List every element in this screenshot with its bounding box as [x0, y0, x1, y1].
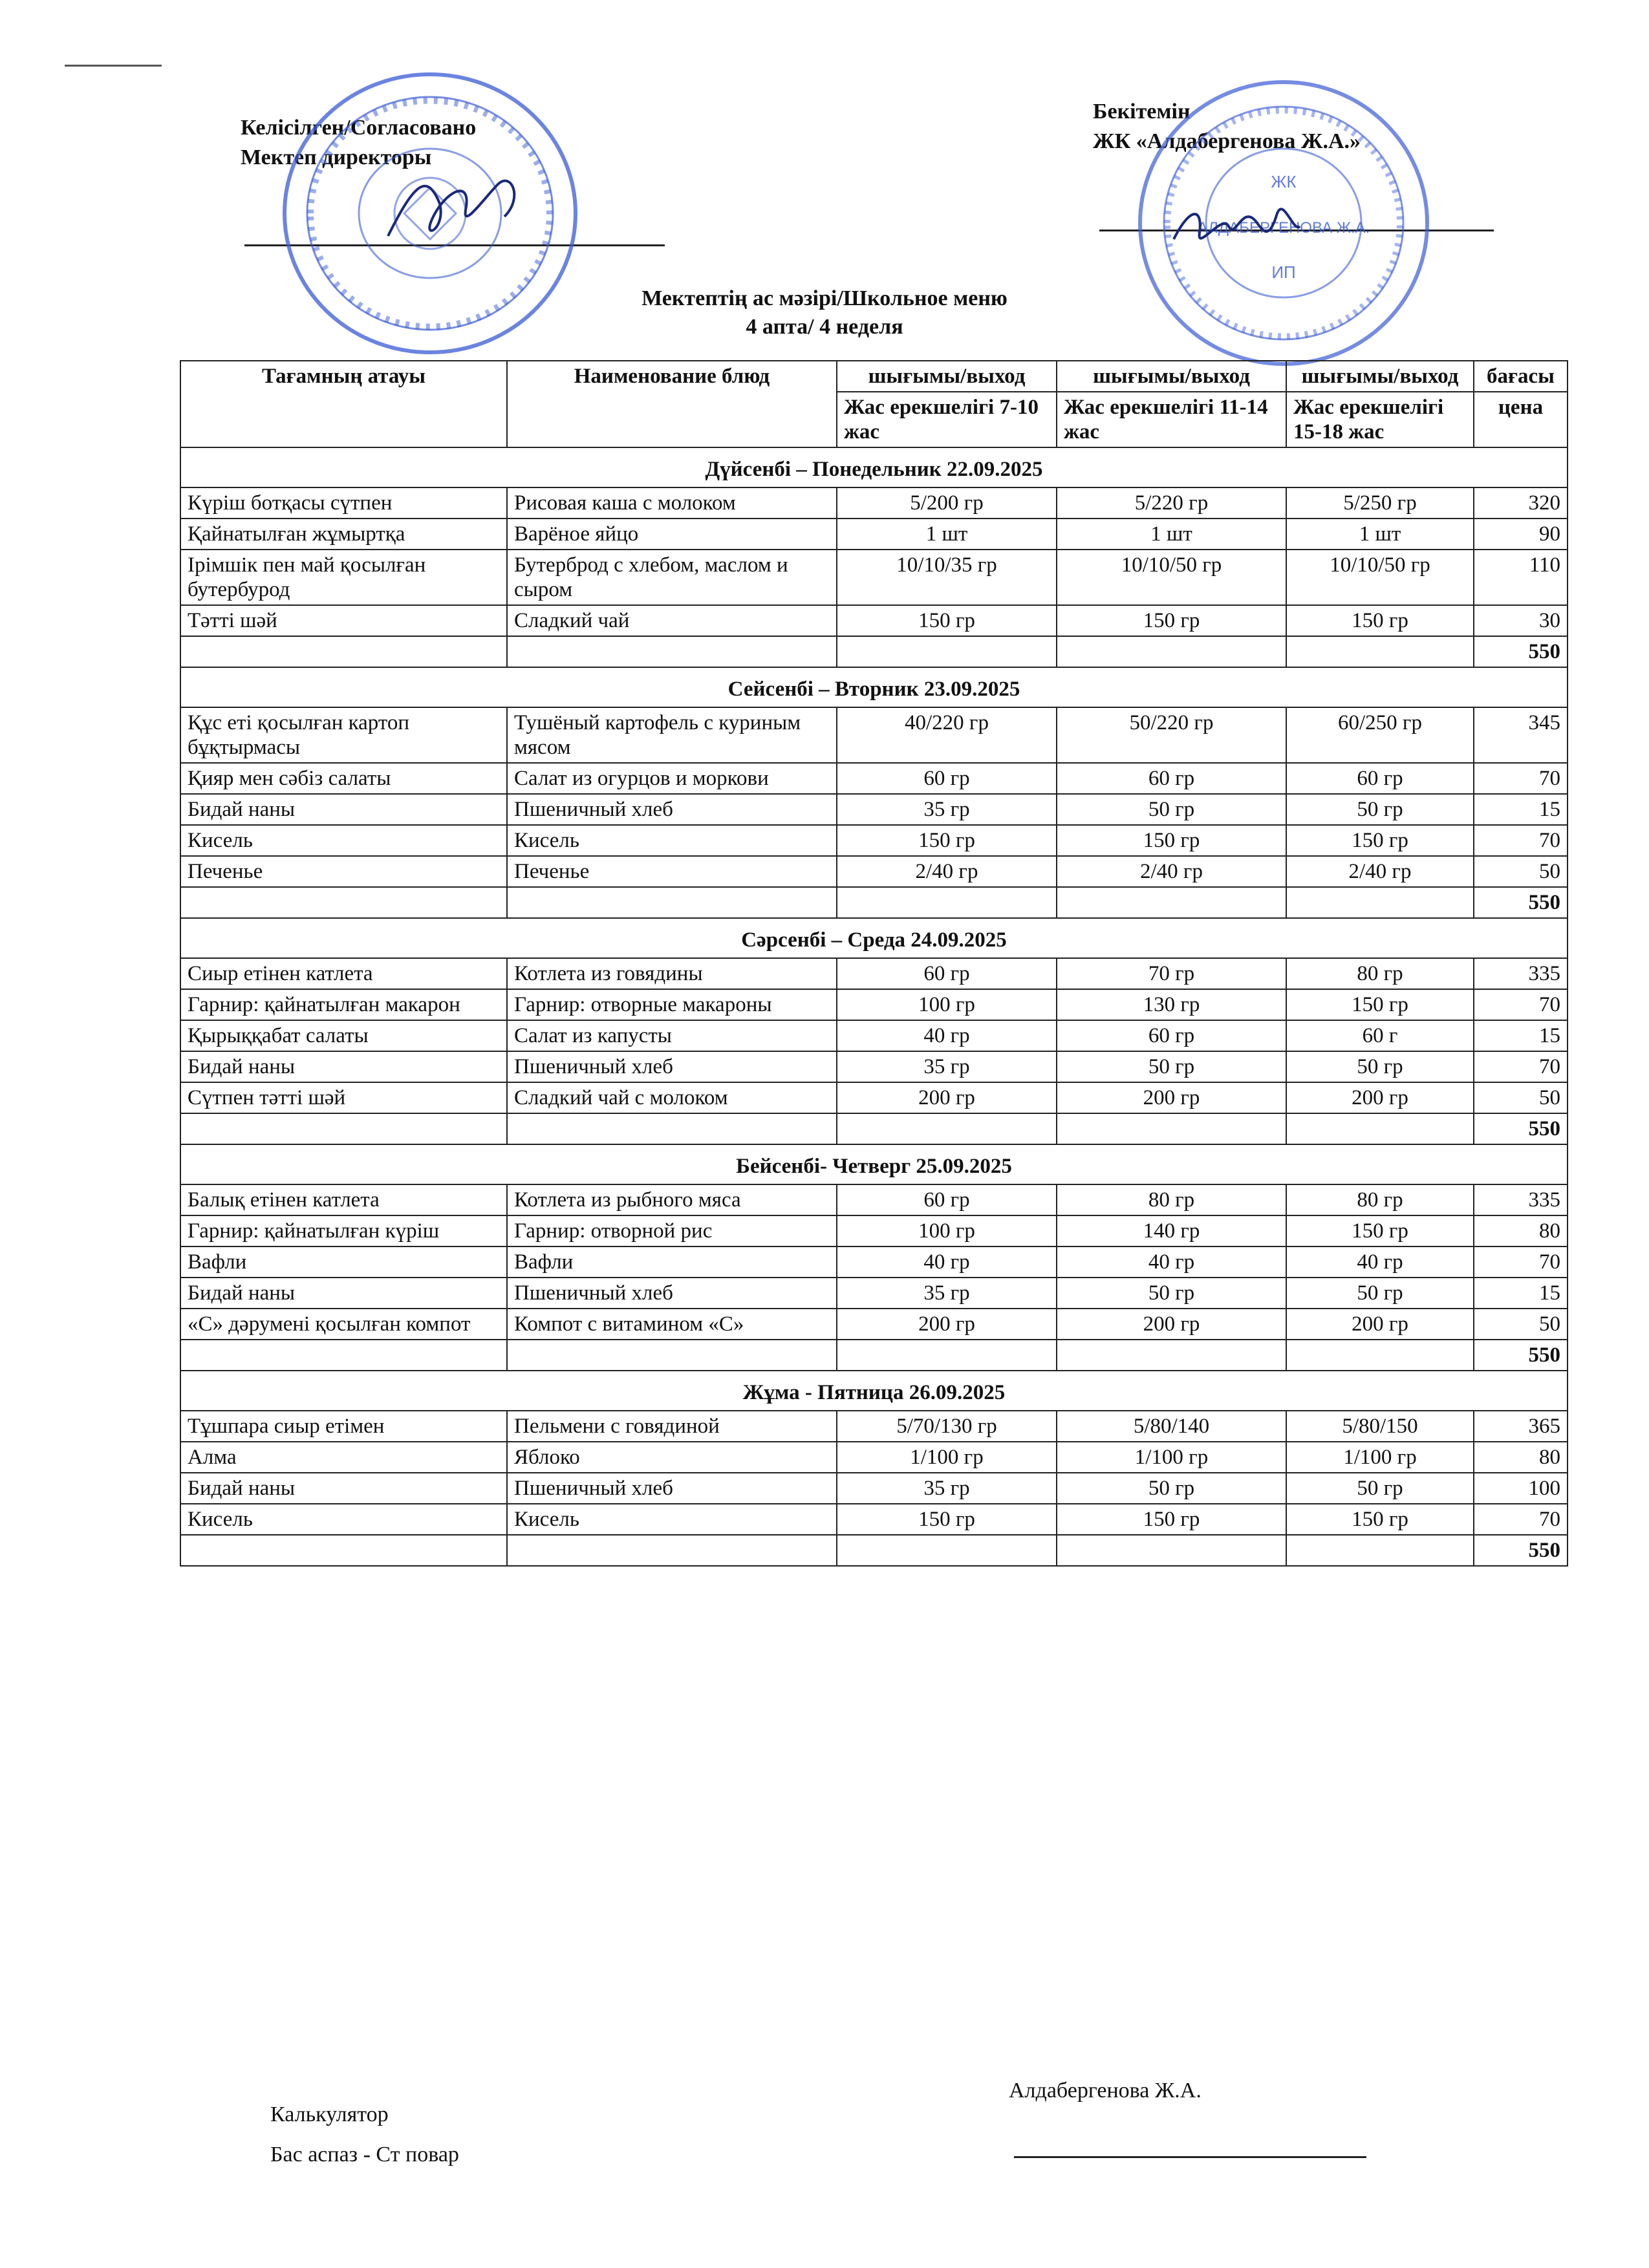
dish-price: 15 — [1474, 1020, 1568, 1051]
dish-name-ru: Сладкий чай с молоком — [507, 1082, 837, 1113]
approval-right-title: Бекітемін — [1093, 100, 1191, 123]
output-7-10: 150 гр — [837, 605, 1057, 636]
day-title: Сәрсенбі – Среда 24.09.2025 — [180, 918, 1568, 958]
dish-row — [180, 519, 1568, 550]
dish-row — [180, 1473, 1568, 1504]
output-11-14: 140 гр — [1057, 1215, 1286, 1246]
dish-name-kk: Қырыққабат салаты — [180, 1020, 507, 1051]
dish-row — [180, 1246, 1568, 1278]
output-11-14: 200 гр — [1057, 1082, 1286, 1113]
output-11-14: 150 гр — [1057, 1504, 1286, 1535]
dish-price: 70 — [1474, 763, 1568, 794]
footer-left — [270, 2095, 459, 2175]
output-11-14: 150 гр — [1057, 605, 1286, 636]
output-15-18: 50 гр — [1286, 1473, 1474, 1504]
output-15-18: 80 гр — [1286, 958, 1474, 989]
dish-name-ru: Гарнир: отворные макароны — [507, 989, 837, 1020]
dish-price: 100 — [1474, 1473, 1568, 1504]
output-11-14: 1/100 гр — [1057, 1442, 1286, 1473]
dish-name-kk: Бидай наны — [180, 1278, 507, 1309]
empty-cell — [180, 1340, 507, 1371]
col-kk-name: Тағамның атауы — [180, 361, 507, 447]
dish-name-ru: Кисель — [507, 825, 837, 856]
dish-name-ru: Печенье — [507, 856, 837, 887]
dish-price: 80 — [1474, 1215, 1568, 1246]
approval-left-title: Келісілген/Согласовано — [241, 116, 477, 140]
output-7-10: 10/10/35 гр — [837, 550, 1057, 605]
dish-row — [180, 1504, 1568, 1535]
output-11-14: 70 гр — [1057, 958, 1286, 989]
director-signature — [375, 158, 537, 255]
output-7-10: 5/200 гр — [837, 487, 1057, 519]
output-7-10: 100 гр — [837, 989, 1057, 1020]
day-row — [180, 1371, 1568, 1411]
dish-name-ru: Салат из огурцов и моркови — [507, 763, 837, 794]
menu-title-main: Мектептің ас мәзірі/Школьное меню — [641, 286, 1008, 310]
dish-name-ru: Пшеничный хлеб — [507, 794, 837, 825]
dish-name-ru: Котлета из говядины — [507, 958, 837, 989]
dish-name-kk: Құс еті қосылған картоп бұқтырмасы — [180, 707, 507, 763]
day-row — [180, 447, 1568, 487]
output-15-18: 150 гр — [1286, 825, 1474, 856]
output-11-14: 60 гр — [1057, 763, 1286, 794]
dish-row — [180, 1215, 1568, 1246]
dish-price: 320 — [1474, 487, 1568, 519]
dish-row — [180, 763, 1568, 794]
output-7-10: 200 гр — [837, 1082, 1057, 1113]
output-7-10: 35 гр — [837, 1051, 1057, 1082]
day-title: Дүйсенбі – Понедельник 22.09.2025 — [180, 447, 1568, 487]
footer-chef: Бас аспаз - Ст повар — [270, 2143, 459, 2166]
dish-name-ru: Салат из капусты — [507, 1020, 837, 1051]
output-11-14: 2/40 гр — [1057, 856, 1286, 887]
output-7-10: 60 гр — [837, 763, 1057, 794]
output-11-14: 50 гр — [1057, 1278, 1286, 1309]
dish-price: 70 — [1474, 1246, 1568, 1278]
output-11-14: 40 гр — [1057, 1246, 1286, 1278]
output-15-18: 1 шт — [1286, 519, 1474, 550]
dish-price: 70 — [1474, 1051, 1568, 1082]
output-11-14: 150 гр — [1057, 825, 1286, 856]
dish-name-kk: Ірімшік пен май қосылған бутербурод — [180, 550, 507, 605]
header-row — [180, 361, 1568, 392]
output-15-18: 150 гр — [1286, 605, 1474, 636]
output-7-10: 40 гр — [837, 1246, 1057, 1278]
dish-name-ru: Котлета из рыбного мяса — [507, 1184, 837, 1215]
empty-cell — [507, 1113, 837, 1144]
dish-row — [180, 1442, 1568, 1473]
output-15-18: 150 гр — [1286, 989, 1474, 1020]
output-7-10: 35 гр — [837, 1473, 1057, 1504]
col-price-kk: бағасы — [1474, 361, 1568, 392]
col-output-3: шығымы/выход — [1286, 361, 1474, 392]
output-11-14: 1 шт — [1057, 519, 1286, 550]
output-7-10: 40 гр — [837, 1020, 1057, 1051]
output-7-10: 150 гр — [837, 825, 1057, 856]
output-7-10: 100 гр — [837, 1215, 1057, 1246]
empty-cell — [837, 1535, 1057, 1566]
output-15-18: 60 гр — [1286, 763, 1474, 794]
empty-cell — [1286, 1535, 1474, 1566]
dish-name-ru: Тушёный картофель с куриным мясом — [507, 707, 837, 763]
menu-title-week: 4 апта/ 4 неделя — [746, 315, 903, 339]
footer-signature-line — [1014, 2156, 1366, 2158]
output-15-18: 150 гр — [1286, 1504, 1474, 1535]
output-7-10: 150 гр — [837, 1504, 1057, 1535]
output-15-18: 40 гр — [1286, 1246, 1474, 1278]
col-age-15-18: Жас ерекшелігі 15-18 жас — [1286, 392, 1474, 447]
output-15-18: 80 гр — [1286, 1184, 1474, 1215]
day-row — [180, 1144, 1568, 1184]
output-15-18: 200 гр — [1286, 1082, 1474, 1113]
empty-cell — [180, 1535, 507, 1566]
dish-name-ru: Гарнир: отворной рис — [507, 1215, 837, 1246]
day-title: Сейсенбі – Вторник 23.09.2025 — [180, 667, 1568, 707]
dish-name-ru: Пшеничный хлеб — [507, 1278, 837, 1309]
output-11-14: 200 гр — [1057, 1309, 1286, 1340]
stamp-inner-mid: АЛДАБЕРГЕНОВА Ж.А. — [1197, 219, 1370, 237]
output-11-14: 50 гр — [1057, 1051, 1286, 1082]
dish-name-ru: Кисель — [507, 1504, 837, 1535]
empty-cell — [507, 636, 837, 667]
dish-row — [180, 487, 1568, 519]
output-7-10: 1/100 гр — [837, 1442, 1057, 1473]
top-scan-line — [65, 65, 162, 67]
output-7-10: 60 гр — [837, 958, 1057, 989]
output-15-18: 50 гр — [1286, 1051, 1474, 1082]
footer-calculator: Калькулятор — [270, 2102, 389, 2126]
dish-price: 70 — [1474, 989, 1568, 1020]
dish-price: 70 — [1474, 825, 1568, 856]
day-total: 550 — [1474, 636, 1568, 667]
output-11-14: 50/220 гр — [1057, 707, 1286, 763]
dish-name-kk: Гарнир: қайнатылған күріш — [180, 1215, 507, 1246]
output-7-10: 35 гр — [837, 794, 1057, 825]
dish-price: 345 — [1474, 707, 1568, 763]
dish-row — [180, 1309, 1568, 1340]
day-row — [180, 667, 1568, 707]
dish-name-kk: Алма — [180, 1442, 507, 1473]
total-row — [180, 887, 1568, 918]
empty-cell — [1057, 636, 1286, 667]
col-ru-name: Наименование блюд — [507, 361, 837, 447]
empty-cell — [1286, 636, 1474, 667]
dish-row — [180, 989, 1568, 1020]
dish-price: 335 — [1474, 958, 1568, 989]
output-7-10: 5/70/130 гр — [837, 1411, 1057, 1442]
dish-name-kk: «С» дәрумені қосылған компот — [180, 1309, 507, 1340]
dish-row — [180, 1278, 1568, 1309]
dish-row — [180, 856, 1568, 887]
total-row — [180, 1340, 1568, 1371]
dish-name-ru: Вафли — [507, 1246, 837, 1278]
day-total: 550 — [1474, 887, 1568, 918]
output-15-18: 60/250 гр — [1286, 707, 1474, 763]
dish-row — [180, 1184, 1568, 1215]
dish-row — [180, 1411, 1568, 1442]
dish-row — [180, 550, 1568, 605]
col-age-7-10: Жас ерекшелігі 7-10 жас — [837, 392, 1057, 447]
output-11-14: 60 гр — [1057, 1020, 1286, 1051]
dish-name-ru: Компот с витамином «С» — [507, 1309, 837, 1340]
dish-row — [180, 1082, 1568, 1113]
output-15-18: 60 г — [1286, 1020, 1474, 1051]
approval-left-role: Мектеп директоры — [241, 145, 432, 169]
dish-name-ru: Пшеничный хлеб — [507, 1473, 837, 1504]
day-total: 550 — [1474, 1340, 1568, 1371]
dish-name-kk: Тәтті шәй — [180, 605, 507, 636]
dish-name-kk: Бидай наны — [180, 1473, 507, 1504]
empty-cell — [837, 1340, 1057, 1371]
output-7-10: 40/220 гр — [837, 707, 1057, 763]
dish-name-ru: Яблоко — [507, 1442, 837, 1473]
dish-name-ru: Бутерброд с хлебом, маслом и сыром — [507, 550, 837, 605]
col-price-ru: цена — [1474, 392, 1568, 447]
dish-row — [180, 1051, 1568, 1082]
dish-price: 110 — [1474, 550, 1568, 605]
dish-name-kk: Қияр мен сәбіз салаты — [180, 763, 507, 794]
dish-name-ru: Рисовая каша с молоком — [507, 487, 837, 519]
output-15-18: 200 гр — [1286, 1309, 1474, 1340]
output-11-14: 10/10/50 гр — [1057, 550, 1286, 605]
menu-table — [180, 360, 1568, 1567]
output-11-14: 80 гр — [1057, 1184, 1286, 1215]
day-title: Жұма - Пятница 26.09.2025 — [180, 1371, 1568, 1411]
dish-name-kk: Сиыр етінен катлета — [180, 958, 507, 989]
empty-cell — [180, 887, 507, 918]
output-15-18: 150 гр — [1286, 1215, 1474, 1246]
total-row — [180, 636, 1568, 667]
dish-name-kk: Вафли — [180, 1246, 507, 1278]
empty-cell — [1057, 887, 1286, 918]
col-age-11-14: Жас ерекшелігі 11-14 жас — [1057, 392, 1286, 447]
dish-name-kk: Тұшпара сиыр етімен — [180, 1411, 507, 1442]
total-row — [180, 1535, 1568, 1566]
output-15-18: 10/10/50 гр — [1286, 550, 1474, 605]
dish-price: 90 — [1474, 519, 1568, 550]
day-row — [180, 918, 1568, 958]
entrepreneur-signature — [1164, 187, 1306, 265]
empty-cell — [507, 887, 837, 918]
output-7-10: 1 шт — [837, 519, 1057, 550]
dish-row — [180, 1020, 1568, 1051]
day-title: Бейсенбі- Четверг 25.09.2025 — [180, 1144, 1568, 1184]
dish-price: 365 — [1474, 1411, 1568, 1442]
dish-row — [180, 825, 1568, 856]
menu-body — [180, 447, 1568, 1566]
footer-signatory: Алдабергенова Ж.А. — [1009, 2079, 1202, 2102]
empty-cell — [837, 887, 1057, 918]
dish-name-ru: Пшеничный хлеб — [507, 1051, 837, 1082]
dish-name-kk: Балық етінен катлета — [180, 1184, 507, 1215]
empty-cell — [180, 636, 507, 667]
output-7-10: 35 гр — [837, 1278, 1057, 1309]
dish-name-kk: Бидай наны — [180, 1051, 507, 1082]
menu-title — [0, 284, 1649, 341]
dish-price: 50 — [1474, 1309, 1568, 1340]
approval-right-entity: ЖК «Алдабергенова Ж.А.» — [1093, 129, 1361, 153]
empty-cell — [507, 1340, 837, 1371]
output-7-10: 200 гр — [837, 1309, 1057, 1340]
col-output-1: шығымы/выход — [837, 361, 1057, 392]
empty-cell — [1057, 1340, 1286, 1371]
dish-name-kk: Сүтпен тәтті шәй — [180, 1082, 507, 1113]
empty-cell — [837, 636, 1057, 667]
output-11-14: 50 гр — [1057, 1473, 1286, 1504]
dish-row — [180, 605, 1568, 636]
dish-name-kk: Күріш ботқасы сүтпен — [180, 487, 507, 519]
output-11-14: 5/80/140 — [1057, 1411, 1286, 1442]
output-11-14: 5/220 гр — [1057, 487, 1286, 519]
output-15-18: 5/80/150 — [1286, 1411, 1474, 1442]
dish-name-kk: Қайнатылған жұмыртқа — [180, 519, 507, 550]
empty-cell — [1286, 887, 1474, 918]
col-output-2: шығымы/выход — [1057, 361, 1286, 392]
total-row — [180, 1113, 1568, 1144]
output-15-18: 1/100 гр — [1286, 1442, 1474, 1473]
output-15-18: 5/250 гр — [1286, 487, 1474, 519]
output-11-14: 130 гр — [1057, 989, 1286, 1020]
dish-name-kk: Бидай наны — [180, 794, 507, 825]
stamp-inner-bottom: ИП — [1271, 262, 1296, 282]
dish-name-ru: Пельмени с говядиной — [507, 1411, 837, 1442]
dish-name-kk: Печенье — [180, 856, 507, 887]
empty-cell — [1286, 1340, 1474, 1371]
empty-cell — [837, 1113, 1057, 1144]
dish-name-kk: Гарнир: қайнатылған макарон — [180, 989, 507, 1020]
dish-row — [180, 794, 1568, 825]
empty-cell — [1057, 1535, 1286, 1566]
output-7-10: 60 гр — [837, 1184, 1057, 1215]
dish-row — [180, 707, 1568, 763]
dish-price: 15 — [1474, 1278, 1568, 1309]
output-15-18: 50 гр — [1286, 794, 1474, 825]
empty-cell — [180, 1113, 507, 1144]
dish-name-kk: Кисель — [180, 825, 507, 856]
output-15-18: 50 гр — [1286, 1278, 1474, 1309]
output-15-18: 2/40 гр — [1286, 856, 1474, 887]
output-11-14: 50 гр — [1057, 794, 1286, 825]
empty-cell — [1286, 1113, 1474, 1144]
dish-price: 70 — [1474, 1504, 1568, 1535]
dish-name-ru: Сладкий чай — [507, 605, 837, 636]
dish-price: 335 — [1474, 1184, 1568, 1215]
stamp-inner-top: ЖК — [1271, 172, 1297, 191]
day-total: 550 — [1474, 1535, 1568, 1566]
dish-price: 80 — [1474, 1442, 1568, 1473]
output-7-10: 2/40 гр — [837, 856, 1057, 887]
dish-name-kk: Кисель — [180, 1504, 507, 1535]
dish-price: 15 — [1474, 794, 1568, 825]
empty-cell — [507, 1535, 837, 1566]
dish-row — [180, 958, 1568, 989]
dish-price: 50 — [1474, 856, 1568, 887]
dish-price: 30 — [1474, 605, 1568, 636]
empty-cell — [1057, 1113, 1286, 1144]
dish-price: 50 — [1474, 1082, 1568, 1113]
day-total: 550 — [1474, 1113, 1568, 1144]
dish-name-ru: Варёное яйцо — [507, 519, 837, 550]
